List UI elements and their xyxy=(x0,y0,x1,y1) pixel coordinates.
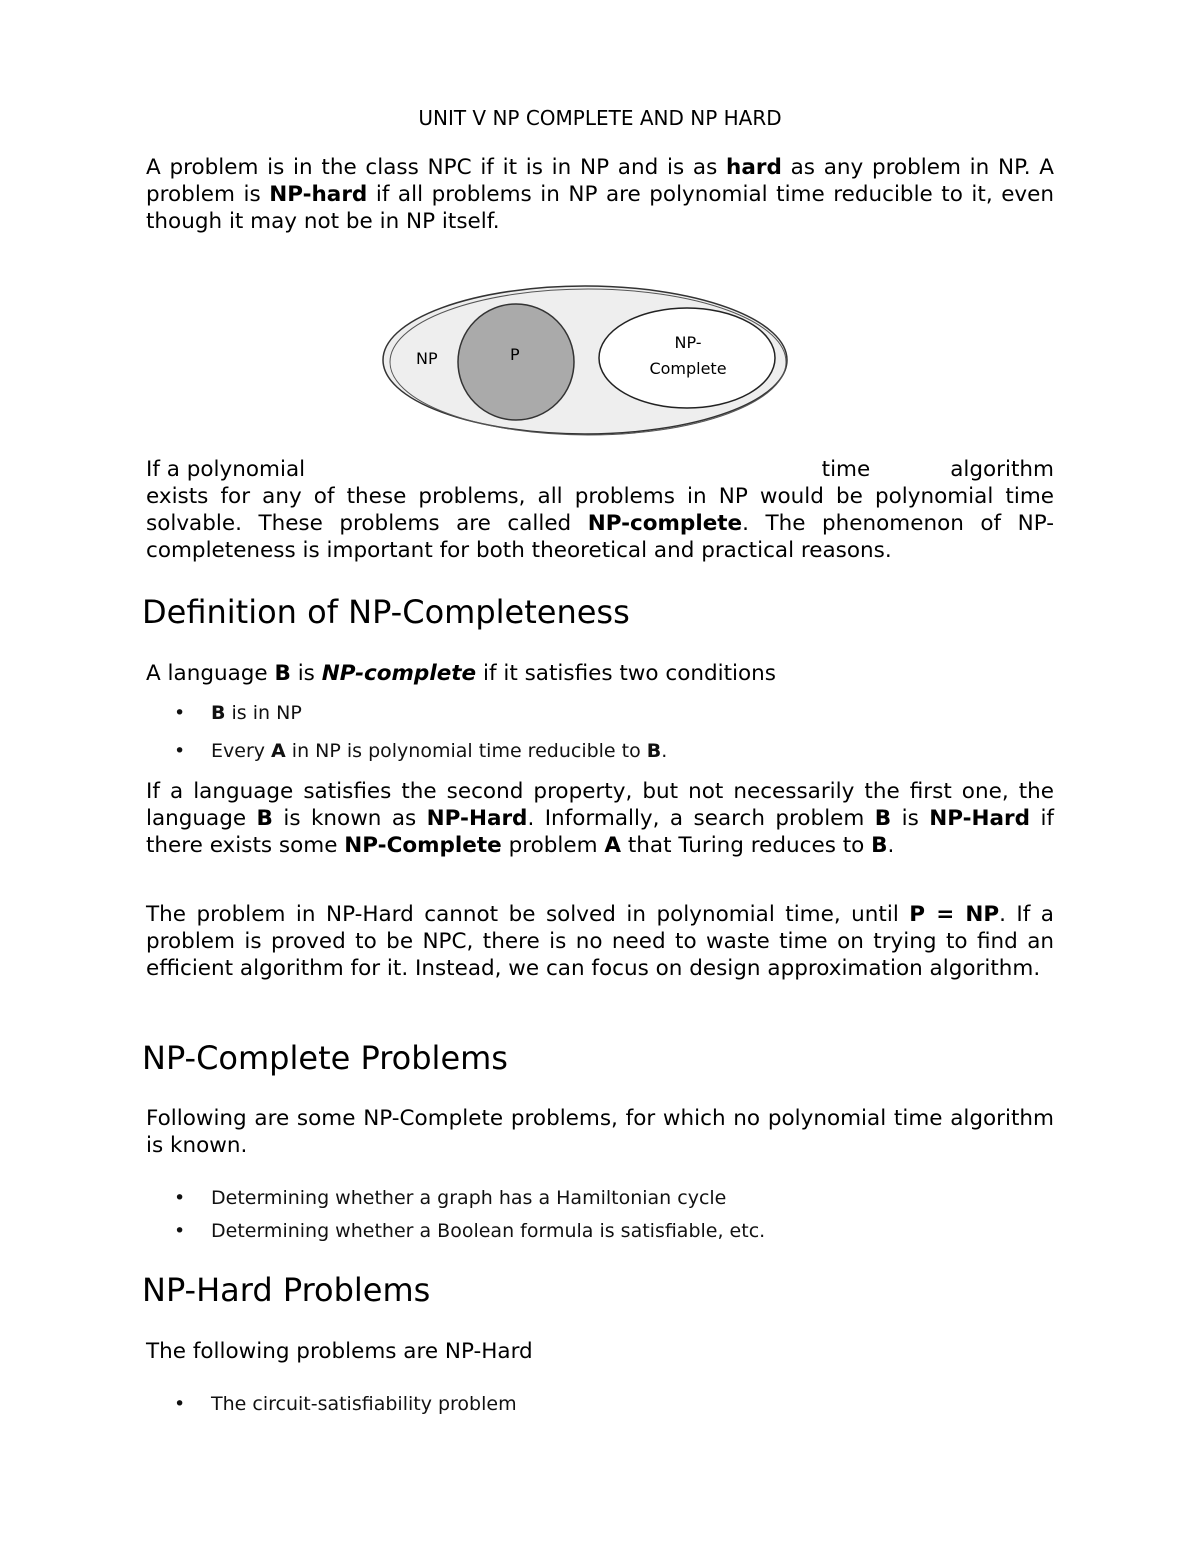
p1-bold-4: NP-Hard xyxy=(929,806,1031,831)
np-complete-lead: Following are some NP-Complete problems, for which no polynomial time algorithm is known. xyxy=(146,1106,1054,1158)
para2-bold-np-complete: NP-complete xyxy=(587,511,743,536)
list-item: • Determining whether a graph has a Hamiltonian cycle xyxy=(146,1186,1054,1210)
cond2-text-1: Every xyxy=(211,740,272,762)
intro-bold-np-hard: NP-hard xyxy=(269,182,368,207)
para2-line1-c: algorithm xyxy=(950,457,1054,482)
lead-text-2: is xyxy=(290,661,322,686)
section-heading-definition: Definition of NP-Completeness xyxy=(142,593,630,631)
intro-bold-hard: hard xyxy=(726,155,782,180)
p1-bold-5: NP-Complete xyxy=(344,833,502,858)
list-item: • Determining whether a Boolean formula is satisfiable, etc. xyxy=(146,1219,1054,1243)
para2-text-2: . The phenomenon of NP-completeness is important for both theoretical and practical reasons. xyxy=(146,511,1054,563)
p2-bold-p-eq-np: P = NP xyxy=(909,902,1000,927)
list-item xyxy=(146,739,1054,763)
section-heading-np-hard-problems: NP-Hard Problems xyxy=(142,1271,431,1309)
np-complete-problems-list xyxy=(146,1186,1054,1243)
cond2-bold-b: B xyxy=(646,740,662,762)
intro-paragraph xyxy=(146,154,1054,235)
p1-text-7: that Turing reduces to xyxy=(621,833,872,858)
p1-text-4: is xyxy=(891,806,930,831)
cond2-text-3: . xyxy=(661,740,668,762)
lead-text-3: if it satisfies two conditions xyxy=(476,661,776,686)
definition-lead xyxy=(146,660,1054,687)
cond2-text-2: in NP is polynomial time reducible to xyxy=(285,740,647,762)
np-complete-ellipse xyxy=(599,308,775,408)
np-hard-definition-paragraph xyxy=(146,778,1054,859)
np-hard-solvability-paragraph xyxy=(146,901,1054,982)
np-label: NP xyxy=(416,349,438,368)
definition-conditions-list xyxy=(146,701,1054,763)
p1-bold-7: B xyxy=(871,833,888,858)
p1-text-5: if there exists some xyxy=(146,806,1054,858)
intro-text-3: if all problems in NP are polynomial time reducible to it, even though it may not be in NP itself. xyxy=(146,182,1054,234)
lead-bold-italic-np-complete: NP-complete xyxy=(321,661,477,686)
cond2-bold-a: A xyxy=(271,740,286,762)
section-heading-np-complete-problems: NP-Complete Problems xyxy=(142,1039,508,1077)
np-hard-lead: The following problems are NP-Hard xyxy=(146,1339,533,1364)
para2-line1-a: If a polynomial xyxy=(146,457,306,482)
para2-line1-b: time xyxy=(821,457,871,482)
page-title: UNIT V NP COMPLETE AND NP HARD xyxy=(418,106,782,130)
p1-text-8: . xyxy=(887,833,895,858)
p2-text-1: The problem in NP-Hard cannot be solved in polynomial time, until xyxy=(146,902,910,927)
p2-text-2: . If a problem is proved to be NPC, there is no need to waste time on trying to find an efficient algorithm for it. Instead, we can focus on design approximation algorithm. xyxy=(146,902,1054,981)
intro-text-2: as any problem in NP. A problem is xyxy=(146,155,1054,207)
p1-bold-2: NP-Hard xyxy=(426,806,528,831)
p1-bold-6: A xyxy=(604,833,622,858)
cond1-text: is in NP xyxy=(225,702,302,724)
np-venn-diagram xyxy=(370,276,800,444)
list-item: • The circuit-satisfiability problem xyxy=(146,1392,1054,1416)
np-complete-label-line1: NP- xyxy=(674,333,702,352)
np-complete-label-line2: Complete xyxy=(649,359,727,378)
polynomial-first-line xyxy=(146,456,1054,483)
p1-text-6: problem xyxy=(501,833,605,858)
p1-text-2: is known as xyxy=(272,806,427,831)
lead-text-1: A language xyxy=(146,661,275,686)
polynomial-paragraph xyxy=(146,456,1054,564)
intro-text-1: A problem is in the class NPC if it is in NP and is as xyxy=(146,155,727,180)
p1-text-1: If a language satisfies the second property, but not necessarily the first one, the language xyxy=(146,779,1054,831)
polynomial-rest xyxy=(146,483,1054,564)
lead-bold-b: B xyxy=(274,661,291,686)
list-item xyxy=(146,701,1054,725)
np-hard-problems-list xyxy=(146,1392,1054,1416)
p1-bold-3: B xyxy=(874,806,892,831)
para2-text-1: exists for any of these problems, all problems in NP would be polynomial time solvable. These problems are called xyxy=(146,484,1054,536)
cond1-bold-b: B xyxy=(211,702,226,724)
p-label: P xyxy=(510,345,520,364)
p1-text-3: . Informally, a search problem xyxy=(527,806,875,831)
p1-bold-1: B xyxy=(256,806,273,831)
